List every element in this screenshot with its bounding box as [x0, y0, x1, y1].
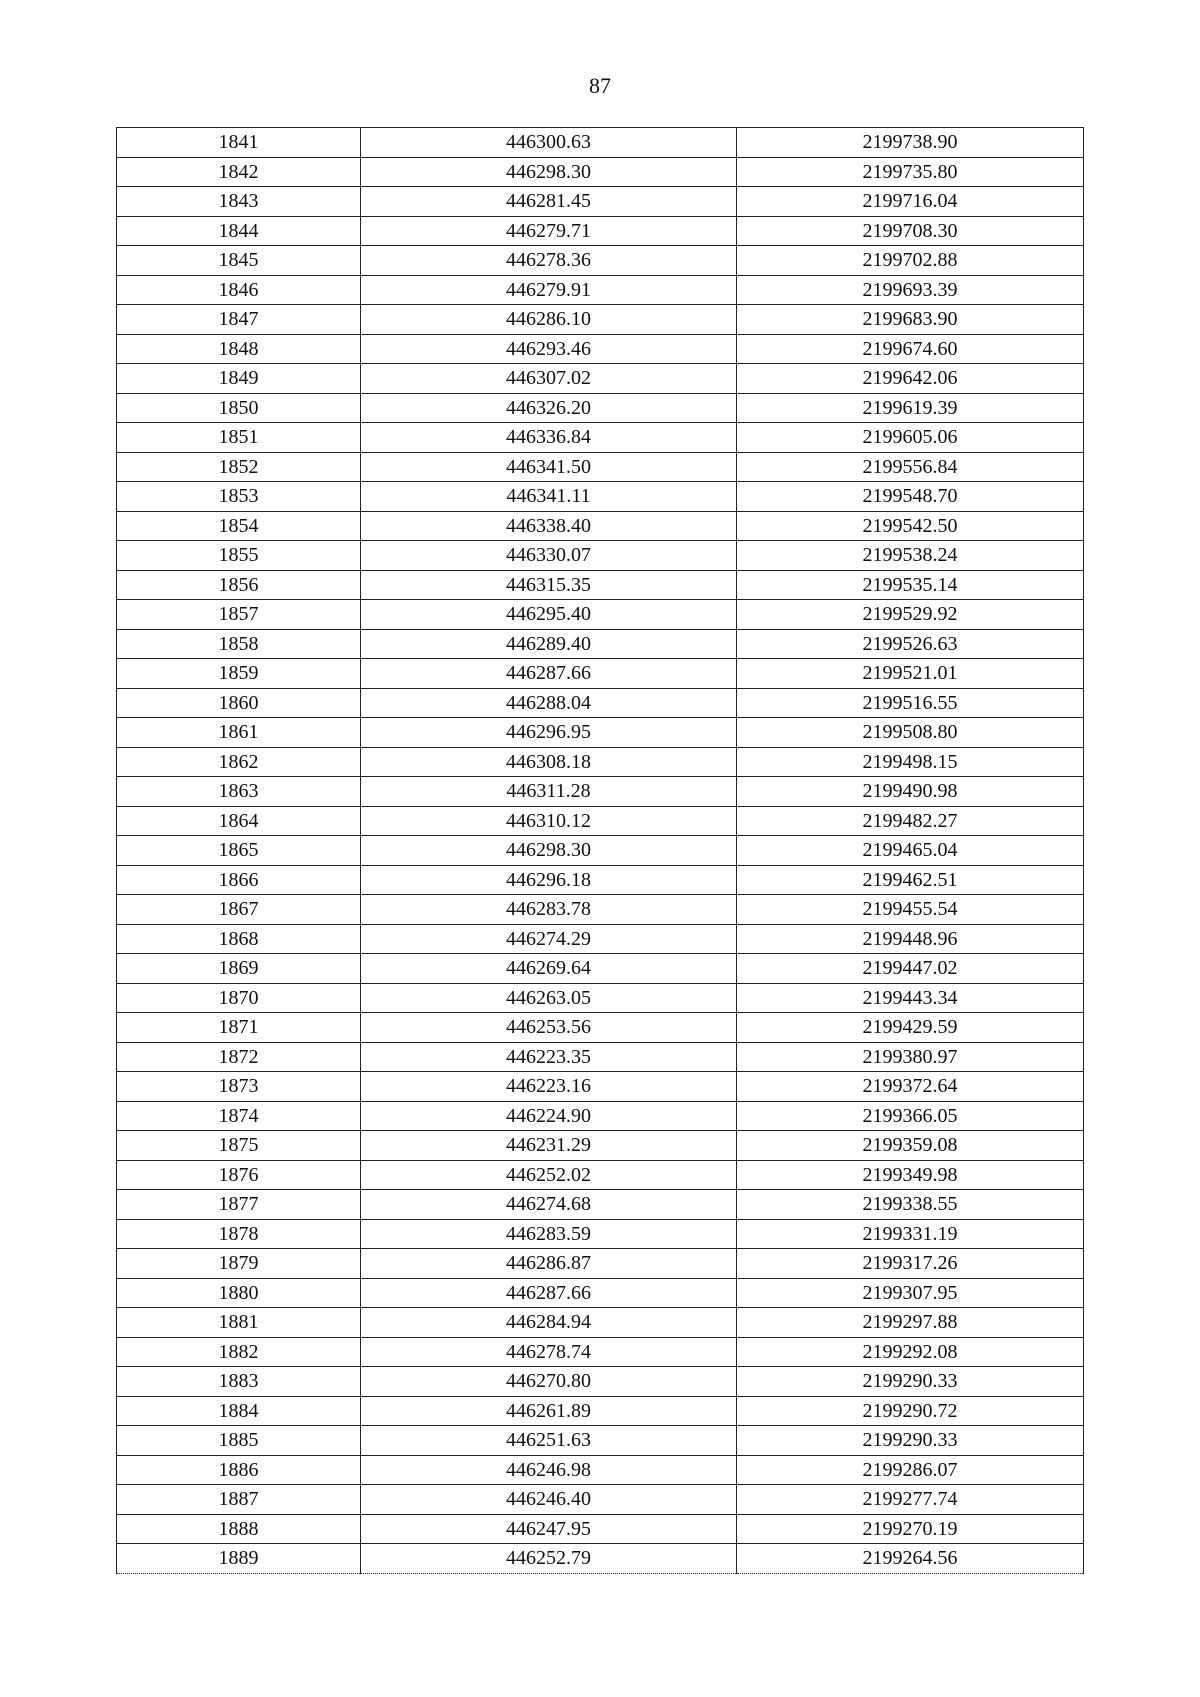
table-row — [117, 216, 1084, 246]
x-coordinate-cell: 446298.30 — [361, 157, 737, 187]
table-row — [117, 334, 1084, 364]
table-row — [117, 895, 1084, 925]
x-coordinate-cell: 446289.40 — [361, 629, 737, 659]
y-coordinate-cell: 2199516.55 — [737, 688, 1084, 718]
y-coordinate-cell: 2199286.07 — [737, 1455, 1084, 1485]
y-coordinate-cell: 2199556.84 — [737, 452, 1084, 482]
point-number-cell: 1873 — [117, 1072, 361, 1102]
x-coordinate-cell: 446274.68 — [361, 1190, 737, 1220]
x-coordinate-cell: 446223.35 — [361, 1042, 737, 1072]
point-number-cell: 1878 — [117, 1219, 361, 1249]
point-number-cell: 1850 — [117, 393, 361, 423]
point-number-cell: 1886 — [117, 1455, 361, 1485]
point-number-cell: 1861 — [117, 718, 361, 748]
table-row — [117, 1308, 1084, 1338]
coordinates-table — [116, 127, 1084, 1574]
y-coordinate-cell: 2199455.54 — [737, 895, 1084, 925]
x-coordinate-cell: 446274.29 — [361, 924, 737, 954]
point-number-cell: 1844 — [117, 216, 361, 246]
point-number-cell: 1888 — [117, 1514, 361, 1544]
x-coordinate-cell: 446231.29 — [361, 1131, 737, 1161]
point-number-cell: 1847 — [117, 305, 361, 335]
point-number-cell: 1855 — [117, 541, 361, 571]
y-coordinate-cell: 2199674.60 — [737, 334, 1084, 364]
y-coordinate-cell: 2199693.39 — [737, 275, 1084, 305]
point-number-cell: 1870 — [117, 983, 361, 1013]
table-row — [117, 1367, 1084, 1397]
x-coordinate-cell: 446310.12 — [361, 806, 737, 836]
y-coordinate-cell: 2199683.90 — [737, 305, 1084, 335]
point-number-cell: 1859 — [117, 659, 361, 689]
y-coordinate-cell: 2199465.04 — [737, 836, 1084, 866]
x-coordinate-cell: 446246.98 — [361, 1455, 737, 1485]
point-number-cell: 1887 — [117, 1485, 361, 1515]
point-number-cell: 1856 — [117, 570, 361, 600]
point-number-cell: 1848 — [117, 334, 361, 364]
table-row — [117, 747, 1084, 777]
y-coordinate-cell: 2199264.56 — [737, 1544, 1084, 1574]
table-row — [117, 1160, 1084, 1190]
table-row — [117, 806, 1084, 836]
x-coordinate-cell: 446330.07 — [361, 541, 737, 571]
y-coordinate-cell: 2199307.95 — [737, 1278, 1084, 1308]
y-coordinate-cell: 2199498.15 — [737, 747, 1084, 777]
x-coordinate-cell: 446252.02 — [361, 1160, 737, 1190]
table-row — [117, 364, 1084, 394]
point-number-cell: 1881 — [117, 1308, 361, 1338]
x-coordinate-cell: 446251.63 — [361, 1426, 737, 1456]
table-row — [117, 275, 1084, 305]
table-row — [117, 1455, 1084, 1485]
x-coordinate-cell: 446288.04 — [361, 688, 737, 718]
y-coordinate-cell: 2199738.90 — [737, 128, 1084, 158]
point-number-cell: 1841 — [117, 128, 361, 158]
y-coordinate-cell: 2199443.34 — [737, 983, 1084, 1013]
table-row — [117, 600, 1084, 630]
point-number-cell: 1880 — [117, 1278, 361, 1308]
point-number-cell: 1882 — [117, 1337, 361, 1367]
y-coordinate-cell: 2199290.33 — [737, 1367, 1084, 1397]
point-number-cell: 1874 — [117, 1101, 361, 1131]
table-row — [117, 1131, 1084, 1161]
point-number-cell: 1849 — [117, 364, 361, 394]
table-row — [117, 452, 1084, 482]
table-row — [117, 865, 1084, 895]
x-coordinate-cell: 446283.78 — [361, 895, 737, 925]
y-coordinate-cell: 2199538.24 — [737, 541, 1084, 571]
y-coordinate-cell: 2199380.97 — [737, 1042, 1084, 1072]
x-coordinate-cell: 446284.94 — [361, 1308, 737, 1338]
x-coordinate-cell: 446224.90 — [361, 1101, 737, 1131]
y-coordinate-cell: 2199447.02 — [737, 954, 1084, 984]
y-coordinate-cell: 2199508.80 — [737, 718, 1084, 748]
x-coordinate-cell: 446279.91 — [361, 275, 737, 305]
x-coordinate-cell: 446269.64 — [361, 954, 737, 984]
x-coordinate-cell: 446315.35 — [361, 570, 737, 600]
x-coordinate-cell: 446261.89 — [361, 1396, 737, 1426]
point-number-cell: 1852 — [117, 452, 361, 482]
x-coordinate-cell: 446281.45 — [361, 187, 737, 217]
x-coordinate-cell: 446263.05 — [361, 983, 737, 1013]
table-row — [117, 128, 1084, 158]
table-row — [117, 1426, 1084, 1456]
point-number-cell: 1860 — [117, 688, 361, 718]
y-coordinate-cell: 2199448.96 — [737, 924, 1084, 954]
table-row — [117, 246, 1084, 276]
y-coordinate-cell: 2199490.98 — [737, 777, 1084, 807]
x-coordinate-cell: 446287.66 — [361, 1278, 737, 1308]
x-coordinate-cell: 446296.95 — [361, 718, 737, 748]
table-row — [117, 187, 1084, 217]
x-coordinate-cell: 446298.30 — [361, 836, 737, 866]
table-row — [117, 983, 1084, 1013]
point-number-cell: 1865 — [117, 836, 361, 866]
x-coordinate-cell: 446341.50 — [361, 452, 737, 482]
x-coordinate-cell: 446286.87 — [361, 1249, 737, 1279]
y-coordinate-cell: 2199366.05 — [737, 1101, 1084, 1131]
table-row — [117, 954, 1084, 984]
point-number-cell: 1851 — [117, 423, 361, 453]
table-row — [117, 305, 1084, 335]
x-coordinate-cell: 446293.46 — [361, 334, 737, 364]
x-coordinate-cell: 446338.40 — [361, 511, 737, 541]
point-number-cell: 1877 — [117, 1190, 361, 1220]
table-row — [117, 836, 1084, 866]
y-coordinate-cell: 2199317.26 — [737, 1249, 1084, 1279]
x-coordinate-cell: 446253.56 — [361, 1013, 737, 1043]
point-number-cell: 1862 — [117, 747, 361, 777]
point-number-cell: 1883 — [117, 1367, 361, 1397]
table-row — [117, 541, 1084, 571]
point-number-cell: 1884 — [117, 1396, 361, 1426]
point-number-cell: 1858 — [117, 629, 361, 659]
y-coordinate-cell: 2199482.27 — [737, 806, 1084, 836]
x-coordinate-cell: 446278.36 — [361, 246, 737, 276]
table-row — [117, 1278, 1084, 1308]
y-coordinate-cell: 2199297.88 — [737, 1308, 1084, 1338]
coordinates-table-body — [117, 128, 1084, 1574]
table-row — [117, 688, 1084, 718]
point-number-cell: 1875 — [117, 1131, 361, 1161]
y-coordinate-cell: 2199521.01 — [737, 659, 1084, 689]
y-coordinate-cell: 2199270.19 — [737, 1514, 1084, 1544]
table-row — [117, 1101, 1084, 1131]
y-coordinate-cell: 2199359.08 — [737, 1131, 1084, 1161]
table-row — [117, 1013, 1084, 1043]
y-coordinate-cell: 2199331.19 — [737, 1219, 1084, 1249]
x-coordinate-cell: 446307.02 — [361, 364, 737, 394]
point-number-cell: 1864 — [117, 806, 361, 836]
table-row — [117, 1544, 1084, 1574]
table-row — [117, 393, 1084, 423]
x-coordinate-cell: 446270.80 — [361, 1367, 737, 1397]
point-number-cell: 1843 — [117, 187, 361, 217]
point-number-cell: 1846 — [117, 275, 361, 305]
table-row — [117, 1485, 1084, 1515]
y-coordinate-cell: 2199548.70 — [737, 482, 1084, 512]
table-row — [117, 1219, 1084, 1249]
point-number-cell: 1876 — [117, 1160, 361, 1190]
x-coordinate-cell: 446283.59 — [361, 1219, 737, 1249]
y-coordinate-cell: 2199535.14 — [737, 570, 1084, 600]
x-coordinate-cell: 446295.40 — [361, 600, 737, 630]
table-row — [117, 482, 1084, 512]
point-number-cell: 1867 — [117, 895, 361, 925]
x-coordinate-cell: 446296.18 — [361, 865, 737, 895]
y-coordinate-cell: 2199716.04 — [737, 187, 1084, 217]
point-number-cell: 1845 — [117, 246, 361, 276]
y-coordinate-cell: 2199642.06 — [737, 364, 1084, 394]
table-row — [117, 1249, 1084, 1279]
x-coordinate-cell: 446246.40 — [361, 1485, 737, 1515]
y-coordinate-cell: 2199529.92 — [737, 600, 1084, 630]
y-coordinate-cell: 2199735.80 — [737, 157, 1084, 187]
point-number-cell: 1885 — [117, 1426, 361, 1456]
y-coordinate-cell: 2199542.50 — [737, 511, 1084, 541]
y-coordinate-cell: 2199349.98 — [737, 1160, 1084, 1190]
y-coordinate-cell: 2199292.08 — [737, 1337, 1084, 1367]
x-coordinate-cell: 446287.66 — [361, 659, 737, 689]
x-coordinate-cell: 446336.84 — [361, 423, 737, 453]
point-number-cell: 1879 — [117, 1249, 361, 1279]
table-row — [117, 570, 1084, 600]
table-row — [117, 157, 1084, 187]
point-number-cell: 1868 — [117, 924, 361, 954]
page-number: 87 — [589, 73, 611, 98]
y-coordinate-cell: 2199290.33 — [737, 1426, 1084, 1456]
x-coordinate-cell: 446252.79 — [361, 1544, 737, 1574]
x-coordinate-cell: 446223.16 — [361, 1072, 737, 1102]
table-row — [117, 1042, 1084, 1072]
point-number-cell: 1857 — [117, 600, 361, 630]
y-coordinate-cell: 2199708.30 — [737, 216, 1084, 246]
table-row — [117, 718, 1084, 748]
x-coordinate-cell: 446341.11 — [361, 482, 737, 512]
y-coordinate-cell: 2199619.39 — [737, 393, 1084, 423]
point-number-cell: 1869 — [117, 954, 361, 984]
y-coordinate-cell: 2199462.51 — [737, 865, 1084, 895]
x-coordinate-cell: 446247.95 — [361, 1514, 737, 1544]
y-coordinate-cell: 2199338.55 — [737, 1190, 1084, 1220]
table-row — [117, 1190, 1084, 1220]
table-row — [117, 1396, 1084, 1426]
table-row — [117, 511, 1084, 541]
y-coordinate-cell: 2199429.59 — [737, 1013, 1084, 1043]
x-coordinate-cell: 446300.63 — [361, 128, 737, 158]
x-coordinate-cell: 446326.20 — [361, 393, 737, 423]
y-coordinate-cell: 2199605.06 — [737, 423, 1084, 453]
point-number-cell: 1872 — [117, 1042, 361, 1072]
point-number-cell: 1871 — [117, 1013, 361, 1043]
point-number-cell: 1842 — [117, 157, 361, 187]
table-row — [117, 1514, 1084, 1544]
table-row — [117, 777, 1084, 807]
y-coordinate-cell: 2199290.72 — [737, 1396, 1084, 1426]
point-number-cell: 1866 — [117, 865, 361, 895]
x-coordinate-cell: 446311.28 — [361, 777, 737, 807]
point-number-cell: 1854 — [117, 511, 361, 541]
y-coordinate-cell: 2199277.74 — [737, 1485, 1084, 1515]
x-coordinate-cell: 446278.74 — [361, 1337, 737, 1367]
table-row — [117, 924, 1084, 954]
x-coordinate-cell: 446286.10 — [361, 305, 737, 335]
y-coordinate-cell: 2199702.88 — [737, 246, 1084, 276]
table-row — [117, 1072, 1084, 1102]
table-row — [117, 1337, 1084, 1367]
table-row — [117, 629, 1084, 659]
x-coordinate-cell: 446308.18 — [361, 747, 737, 777]
y-coordinate-cell: 2199372.64 — [737, 1072, 1084, 1102]
table-row — [117, 659, 1084, 689]
point-number-cell: 1889 — [117, 1544, 361, 1574]
point-number-cell: 1863 — [117, 777, 361, 807]
y-coordinate-cell: 2199526.63 — [737, 629, 1084, 659]
x-coordinate-cell: 446279.71 — [361, 216, 737, 246]
table-row — [117, 423, 1084, 453]
point-number-cell: 1853 — [117, 482, 361, 512]
